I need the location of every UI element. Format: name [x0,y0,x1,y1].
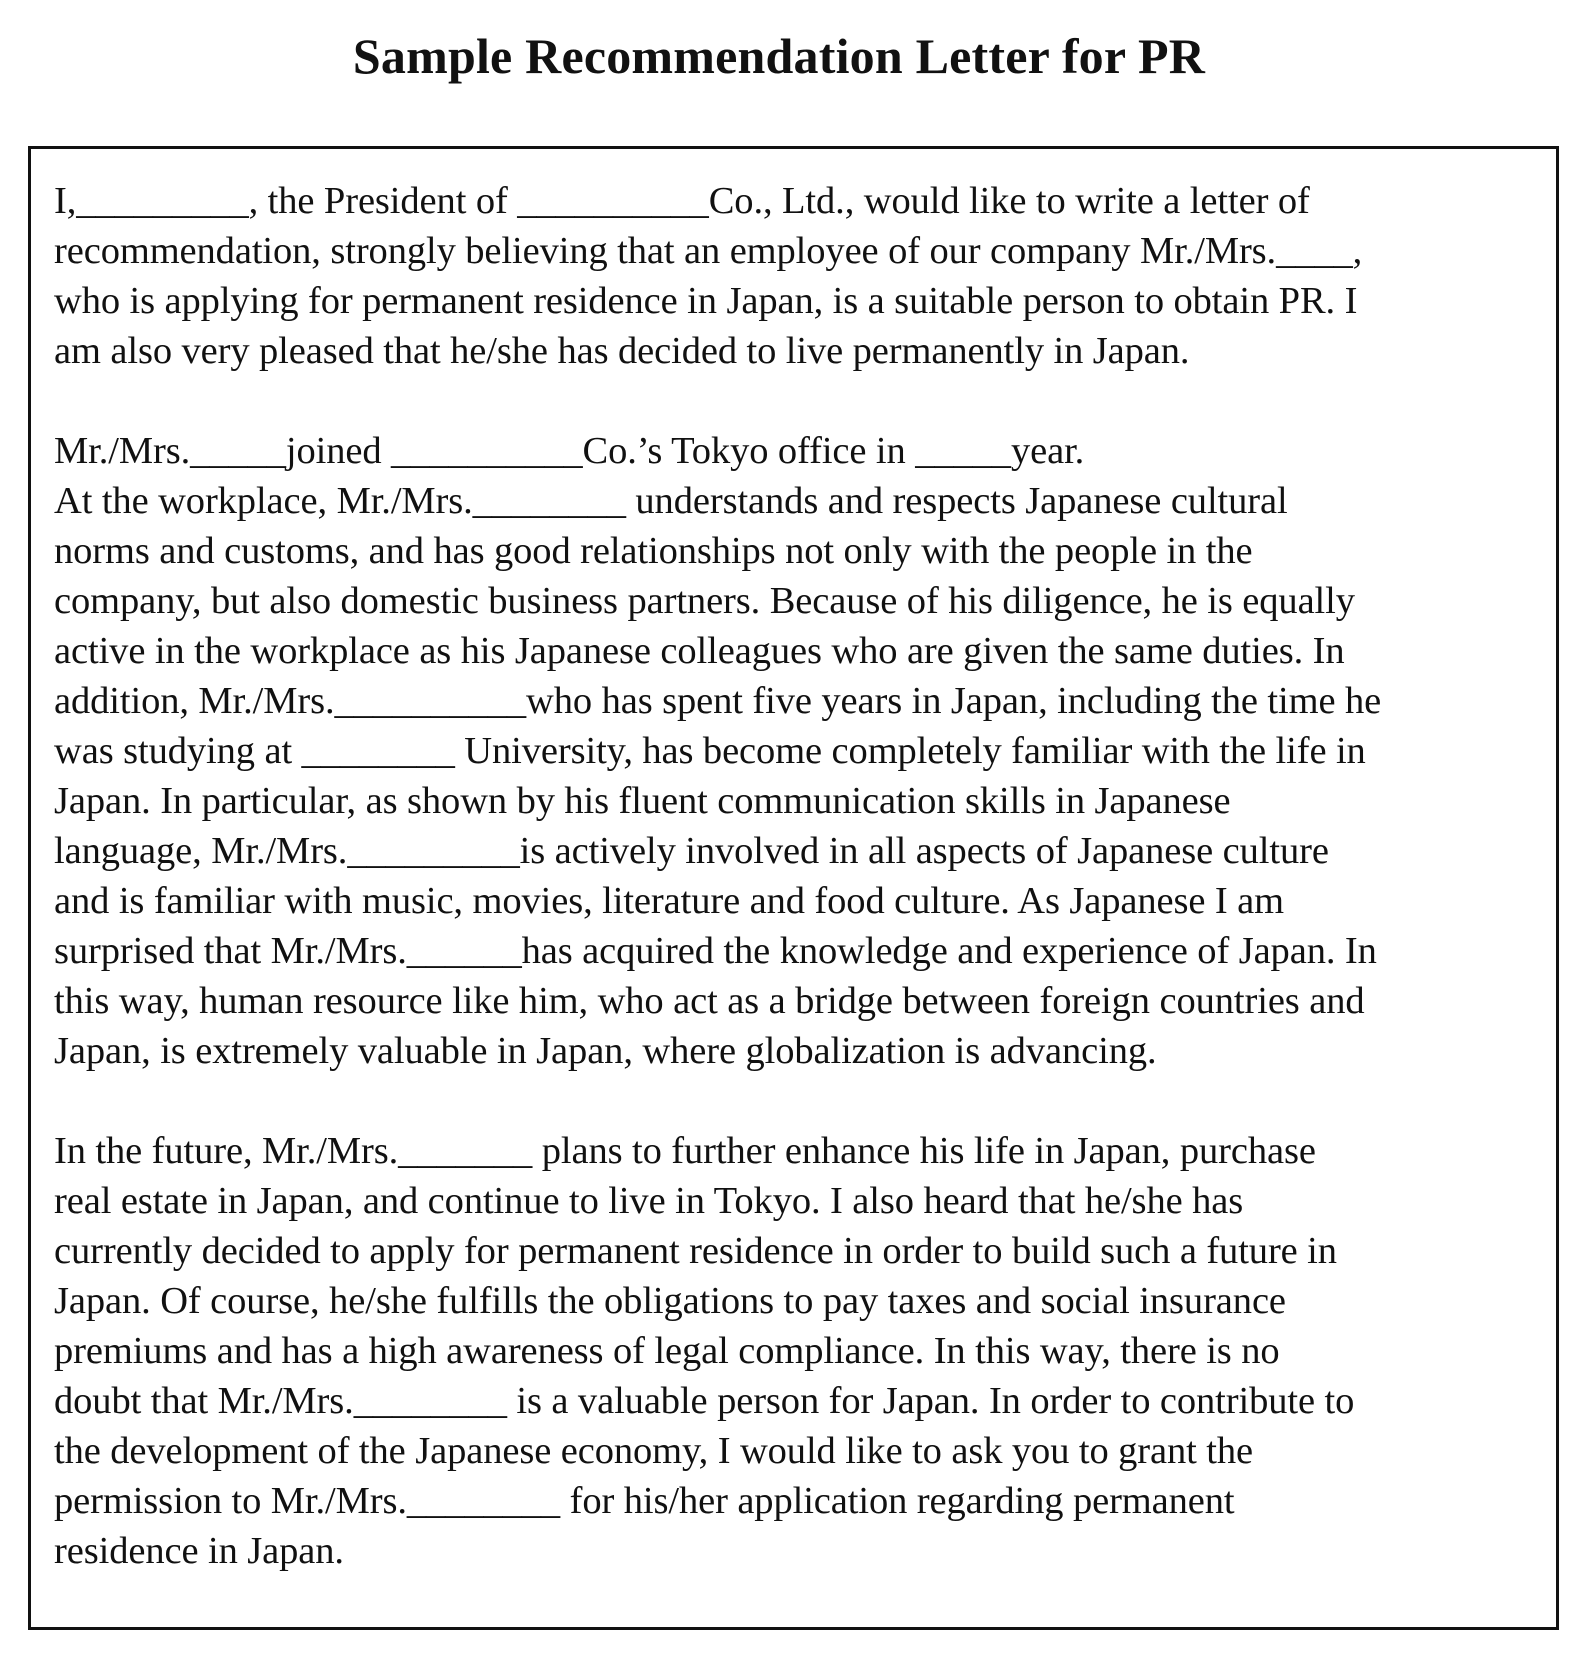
text-line: company, but also domestic business partners. Because of his diligence, he is equally [54,580,1355,622]
paragraph-intro [54,176,1554,376]
text-line: At the workplace, Mr./Mrs.________ understands and respects Japanese cultural [54,480,1288,522]
paragraph-gap [54,1076,1554,1126]
text-line: doubt that Mr./Mrs.________ is a valuable person for Japan. In order to contribute to [54,1380,1355,1422]
text-line: Japan. Of course, he/she fulfills the obligations to pay taxes and social insurance [54,1280,1286,1322]
text-line: this way, human resource like him, who act as a bridge between foreign countries and [54,980,1365,1022]
text-line: language, Mr./Mrs._________is actively involved in all aspects of Japanese culture [54,830,1329,872]
text-line: addition, Mr./Mrs.__________who has spent five years in Japan, including the time he [54,680,1382,722]
text-line: residence in Japan. [54,1530,344,1572]
text-line: permission to Mr./Mrs.________ for his/her application regarding permanent [54,1480,1235,1522]
text-line: the development of the Japanese economy, I would like to ask you to grant the [54,1430,1254,1472]
text-line: norms and customs, and has good relationships not only with the people in the [54,530,1253,572]
text-line: surprised that Mr./Mrs.______has acquired the knowledge and experience of Japan. In [54,930,1377,972]
paragraph-workplace [54,426,1554,1076]
text-line: active in the workplace as his Japanese colleagues who are given the same duties. In [54,630,1345,672]
text-line: who is applying for permanent residence in Japan, is a suitable person to obtain PR. I [54,280,1358,322]
text-line: and is familiar with music, movies, literature and food culture. As Japanese I am [54,880,1284,922]
text-line: Japan. In particular, as shown by his fluent communication skills in Japanese [54,780,1231,822]
paragraph-gap [54,376,1554,426]
paragraph-future [54,1126,1554,1576]
text-line: premiums and has a high awareness of legal compliance. In this way, there is no [54,1330,1280,1372]
text-line: recommendation, strongly believing that an employee of our company Mr./Mrs.____, [54,230,1363,272]
text-line: Japan, is extremely valuable in Japan, where globalization is advancing. [54,1030,1157,1072]
document-title: Sample Recommendation Letter for PR [352,28,1206,84]
letter-body [54,176,1554,1576]
text-line: Mr./Mrs._____joined __________Co.’s Tokyo office in _____year. [54,430,1085,472]
text-line: currently decided to apply for permanent residence in order to build such a future in [54,1230,1337,1272]
text-line: real estate in Japan, and continue to live in Tokyo. I also heard that he/she has [54,1180,1244,1222]
text-line: I,_________, the President of __________Co., Ltd., would like to write a letter of [54,180,1310,222]
text-line: In the future, Mr./Mrs._______ plans to further enhance his life in Japan, purchase [54,1130,1316,1172]
text-line: was studying at ________ University, has become completely familiar with the life in [54,730,1366,772]
text-line: am also very pleased that he/she has decided to live permanently in Japan. [54,330,1190,372]
